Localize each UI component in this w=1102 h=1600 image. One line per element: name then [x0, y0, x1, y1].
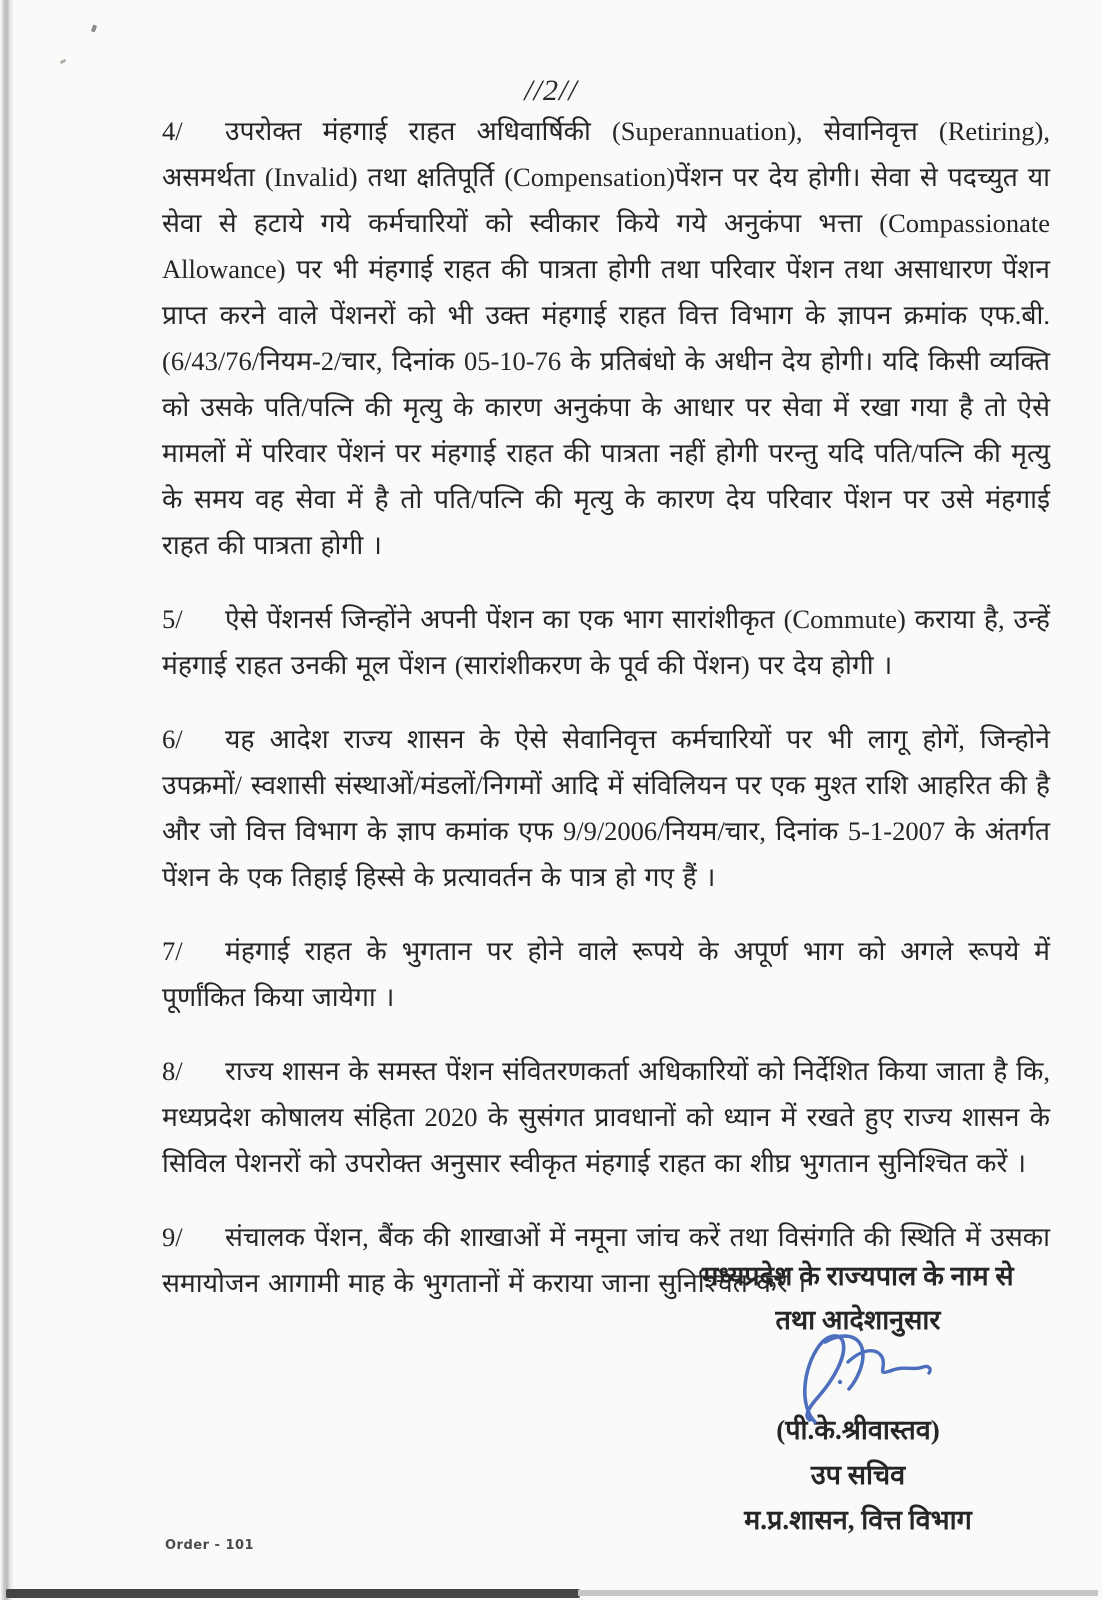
- signer-designation: उप सचिव: [810, 1460, 906, 1490]
- paragraph-number: 9/: [162, 1222, 183, 1252]
- signer-department: म.प्र.शासन, वित्त विभाग: [744, 1505, 972, 1535]
- scan-speck: [91, 25, 97, 33]
- document-body: [162, 108, 1050, 1334]
- by-order-line: तथा आदेशानुसार: [775, 1305, 941, 1335]
- scan-bottom-strip: [6, 1589, 580, 1598]
- signature-area: [668, 1340, 1048, 1406]
- paragraph-number: 4/: [162, 116, 183, 146]
- paragraph-6: [162, 716, 1050, 900]
- paragraph-4: [162, 108, 1050, 568]
- paragraph-number: 5/: [162, 604, 183, 634]
- scan-edge-left: [0, 0, 14, 1600]
- paragraph-number: 6/: [162, 724, 183, 754]
- order-footer-label: Order - 101: [165, 1538, 255, 1553]
- paragraph-5: [162, 596, 1050, 688]
- scan-speck: [60, 59, 67, 65]
- paragraph-number: 7/: [162, 936, 183, 966]
- paragraph-7: [162, 928, 1050, 1020]
- page-number: //2//: [524, 74, 578, 107]
- paragraph-text: संचालक पेंशन, बैंक की शाखाओं में नमूना जांच करें तथा विसंगति की स्थिति में उसका समायोजन आगामी माह के भुगतानों में कराया जाना सुनिश्चित करें ।: [162, 1222, 1050, 1298]
- paragraph-text: राज्य शासन के समस्त पेंशन संवितरणकर्ता अधिकारियों को निर्देशित किया जाता है कि, मध्यप्रदेश कोषालय संहिता 2020 के सुसंगत प्रावधानों को ध्यान में रखते हुए राज्य शासन के सिविल पेशनरों को उपरोक्त अनुसार स्वीकृत मंहगाई राहत का शीघ्र भुगतान सुनिश्चित करें ।: [162, 1056, 1050, 1178]
- scan-bottom-strip-light: [578, 1590, 1098, 1596]
- paragraph-8: [162, 1048, 1050, 1186]
- paragraph-text: यह आदेश राज्य शासन के ऐसे सेवानिवृत्त कर्मचारियों पर भी लागू होगें, जिन्होने उपक्रमों/ स्वशासी संस्थाओं/मंडलों/निगमों आदि में संविलियन पर एक मुश्त राशि आहरित की है और जो वित्त विभाग के ज्ञाप कमांक एफ 9/9/2006/नियम/चार, दिनांक 5-1-2007 के अंतर्गत पेंशन के एक तिहाई हिस्से के प्रत्यावर्तन के पात्र हो गए हैं ।: [162, 724, 1050, 892]
- paragraph-text: उपरोक्त मंहगाई राहत अधिवार्षिकी (Superannuation), सेवानिवृत्त (Retiring), असमर्थता (Invalid) तथा क्षतिपूर्ति (Compensation)पेंशन पर देय होगी। सेवा से पदच्युत या सेवा से हटाये गये कर्मचारियों को स्वीकार किये गये अनुकंपा भत्ता (Compassionate Allowance) पर भी मंहगाई राहत की पात्रता होगी तथा परिवार पेंशन तथा असाधारण पेंशन प्राप्त करने वाले पेंशनरों को भी उक्त मंहगाई राहत वित्त विभाग के ज्ञापन क्रमांक एफ.बी. (6/43/76/नियम-2/चार, दिनांक 05-10-76 के प्रतिबंधो के अधीन देय होगी। यदि किसी व्यक्ति को उसके पति/पत्नि की मृत्यु के कारण अनुकंपा के आधार पर सेवा में रखा गया है तो ऐसे मामलों में परिवार पेंशनं पर मंहगाई राहत की पात्रता नहीं होगी परन्तु यदि पति/पत्नि की मृत्यु के समय वह सेवा में है तो पति/पत्नि की मृत्यु के कारण देय परिवार पेंशन पर उसे मंहगाई राहत की पात्रता होगी ।: [162, 116, 1050, 560]
- signature-ink-icon: [753, 1326, 963, 1436]
- paragraph-number: 8/: [162, 1056, 183, 1086]
- signature-block: [668, 1256, 1048, 1540]
- signer-name: (पी.के.श्रीवास्तव): [776, 1415, 940, 1445]
- paragraph-text: ऐसे पेंशनर्स जिन्होंने अपनी पेंशन का एक भाग सारांशीकृत (Commute) कराया है, उन्हें मंहगाई राहत उनकी मूल पेंशन (सारांशीकरण के पूर्व की पेंशन) पर देय होगी ।: [162, 604, 1050, 680]
- paragraph-text: मंहगाई राहत के भुगतान पर होने वाले रूपये के अपूर्ण भाग को अगले रूपये में पूर्णांकित किया जायेगा ।: [162, 936, 1050, 1012]
- signing-authority-line: मध्यप्रदेश के राज्यपाल के नाम से: [702, 1261, 1014, 1291]
